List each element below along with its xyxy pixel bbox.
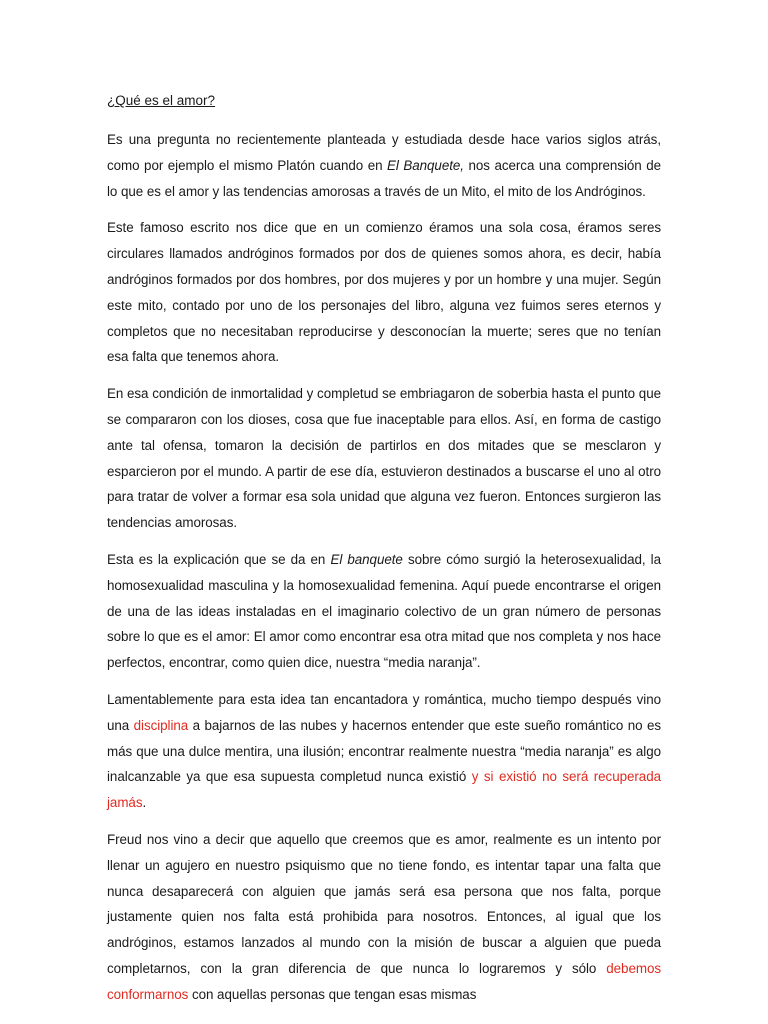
highlighted-text: disciplina <box>133 717 189 733</box>
text-run: con aquellas personas que tengan esas mismas <box>188 986 477 1002</box>
paragraph-1 <box>107 127 661 204</box>
paragraph-5 <box>107 687 661 816</box>
book-title-italic: El Banquete, <box>387 157 464 173</box>
highlighted-text: y si existió no será recuperada jamás <box>107 769 661 811</box>
highlighted-text: debemos conformarnos <box>107 960 661 1002</box>
text-run: nos acerca una comprensión de lo que es el amor y las tendencias amorosas a través de un Mito, el mito de los Andróginos. <box>107 157 661 199</box>
text-run: Este famoso escrito nos dice que en un comienzo éramos una sola cosa, éramos seres circulares llamados andróginos formados por dos de quienes somos ahora, es decir, había andróginos formados por dos hombres, por dos mujeres y por un hombre y una mujer. Según este mito, contado por uno de los personajes del libro, alguna vez fuimos seres eternos y completos que no necesitaban reproducirse y desconocían la muerte; seres que no tenían esa falta que tenemos ahora. <box>107 220 661 365</box>
text-run: a bajarnos de las nubes y hacernos entender que este sueño romántico no es más que una dulce mentira, una ilusión; encontrar realmente nuestra “media naranja” es algo inalcanzable ya que esa supuesta completud nunca existió <box>107 717 661 785</box>
text-run: Es una pregunta no recientemente planteada y estudiada desde hace varios siglos atrás, como por ejemplo el mismo Platón cuando en <box>107 132 661 173</box>
text-run: Lamentablemente para esta idea tan encantadora y romántica, mucho tiempo después vino una <box>107 691 661 733</box>
paragraph-3 <box>107 381 661 536</box>
paragraph-6 <box>107 827 661 1008</box>
document-title: ¿Qué es el amor? <box>107 93 216 108</box>
book-title-italic: El banquete <box>330 551 403 567</box>
text-run: Freud nos vino a decir que aquello que creemos que es amor, realmente es un intento por llenar un agujero en nuestro psiquismo que no tiene fondo, es intentar tapar una falta que nunca desaparecerá con alguien que jamás será esa persona que nos falta, porque justamente quien nos falta está prohibida para nosotros. Entonces, al igual que los andróginos, estamos lanzados al mundo con la misión de buscar a alguien que pueda completarnos, con la gran diferencia de que nunca lo lograremos y sólo <box>107 831 661 976</box>
paragraph-4 <box>107 547 661 676</box>
text-run: En esa condición de inmortalidad y completud se embriagaron de soberbia hasta el punto que se compararon con los dioses, cosa que fue inaceptable para ellos. Así, en forma de castigo ante tal ofensa, tomaron la decisión de partirlos en dos mitades que se mesclaron y esparcieron por el mundo. A partir de ese día, estuvieron destinados a buscarse el uno al otro para tratar de volver a formar esa sola unidad que alguna vez fueron. Entonces surgieron las tendencias amorosas. <box>107 386 661 531</box>
paragraph-2 <box>107 215 661 370</box>
text-run: . <box>142 795 147 811</box>
text-run: Esta es la explicación que se da en <box>107 551 331 567</box>
text-run: sobre cómo surgió la heterosexualidad, la homosexualidad masculina y la homosexualidad femenina. Aquí puede encontrarse el origen de una de las ideas instaladas en el imaginario colectivo de un gran número de personas sobre lo que es el amor: El amor como encontrar esa otra mitad que nos completa y nos hace perfectos, encontrar, como quien dice, nuestra “media naranja”. <box>107 551 662 671</box>
